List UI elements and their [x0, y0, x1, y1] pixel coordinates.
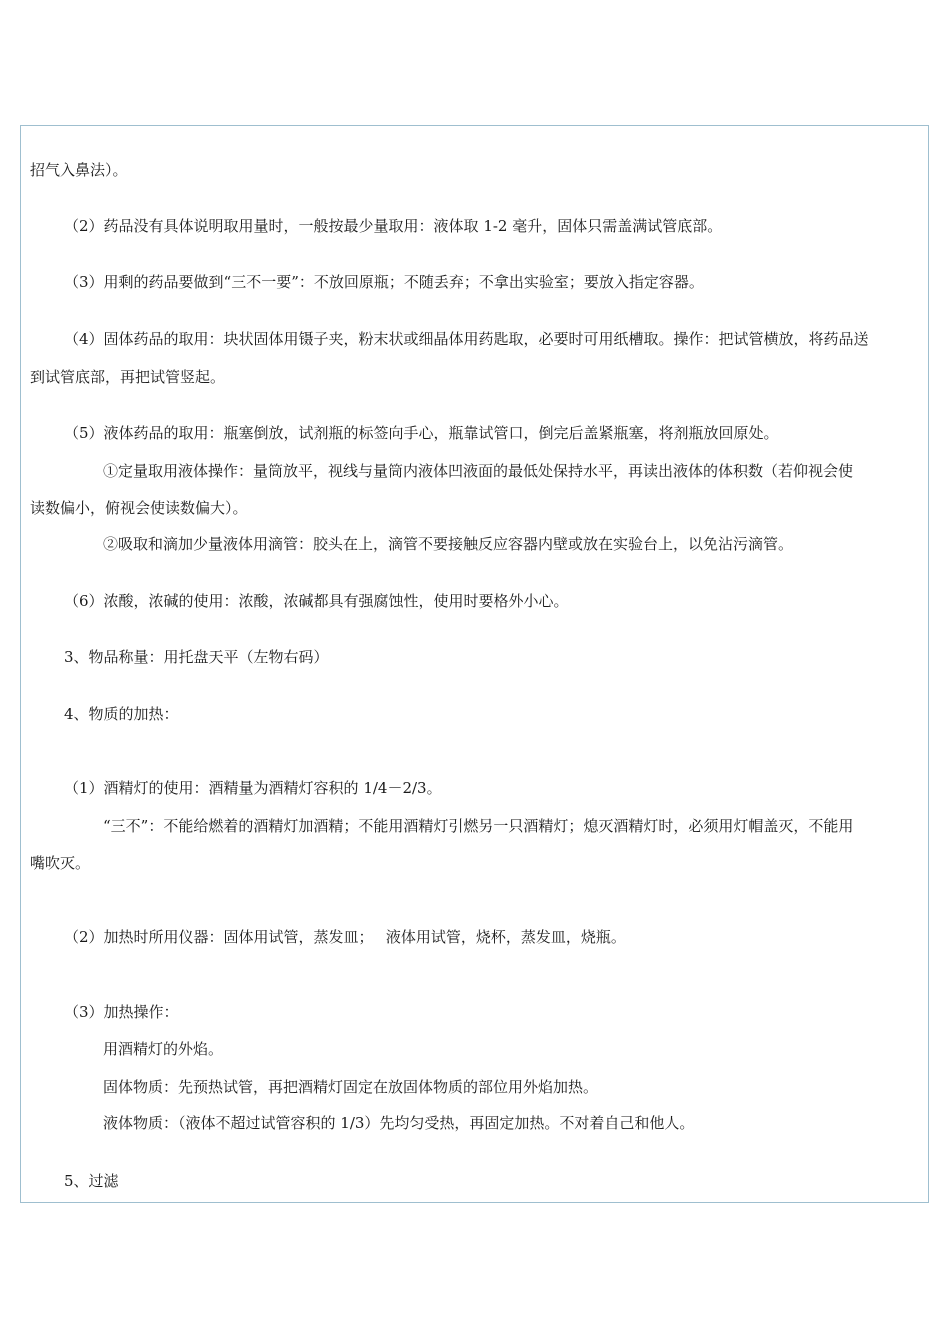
text-line: 5、过滤 [64, 1172, 119, 1190]
text-line: 4、物质的加热： [64, 705, 179, 723]
text-line: （5）液体药品的取用：瓶塞倒放，试剂瓶的标签向手心，瓶靠试管口，倒完后盖紧瓶塞，将剂瓶放回原处。 [64, 424, 779, 442]
text-line: 招气入鼻法）。 [30, 161, 128, 179]
text-line: （3）加热操作： [64, 1003, 179, 1021]
text-line: 读数偏小，俯视会使读数偏大）。 [30, 499, 248, 517]
text-line: （2）加热时所用仪器：固体用试管，蒸发皿； 液体用试管，烧杯，蒸发皿，烧瓶。 [64, 928, 626, 946]
text-line: ②吸取和滴加少量液体用滴管：胶头在上，滴管不要接触反应容器内壁或放在实验台上，以免沾污滴管。 [103, 535, 794, 553]
text-line: （1）酒精灯的使用：酒精量为酒精灯容积的 1/4－2/3。 [64, 779, 442, 797]
text-line: 液体物质：（液体不超过试管容积的 1/3）先均匀受热，再固定加热。不对着自己和他人。 [103, 1114, 695, 1132]
text-line: “三不”：不能给燃着的酒精灯加酒精；不能用酒精灯引燃另一只酒精灯；熄灭酒精灯时，必须用灯帽盖灭，不能用 [103, 817, 854, 835]
text-line: 嘴吹灭。 [30, 854, 91, 872]
text-line: 3、物品称量：用托盘天平（左物右码） [64, 648, 329, 666]
text-line: （6）浓酸，浓碱的使用：浓酸，浓碱都具有强腐蚀性，使用时要格外小心。 [64, 592, 569, 610]
text-line: （4）固体药品的取用：块状固体用镊子夹，粉末状或细晶体用药匙取，必要时可用纸槽取。操作：把试管横放，将药品送 [64, 330, 869, 348]
text-line: （3）用剩的药品要做到“三不一要”：不放回原瓶；不随丢弃；不拿出实验室；要放入指定容器。 [64, 273, 704, 291]
text-line: 到试管底部，再把试管竖起。 [30, 368, 226, 386]
text-line: ①定量取用液体操作：量筒放平，视线与量筒内液体凹液面的最低处保持水平，再读出液体的体积数（若仰视会使 [103, 462, 854, 480]
text-line: （2）药品没有具体说明取用量时，一般按最少量取用：液体取 1-2 毫升，固体只需盖满试管底部。 [64, 217, 723, 235]
text-line: 固体物质：先预热试管，再把酒精灯固定在放固体物质的部位用外焰加热。 [103, 1078, 599, 1096]
text-line: 用酒精灯的外焰。 [103, 1040, 224, 1058]
